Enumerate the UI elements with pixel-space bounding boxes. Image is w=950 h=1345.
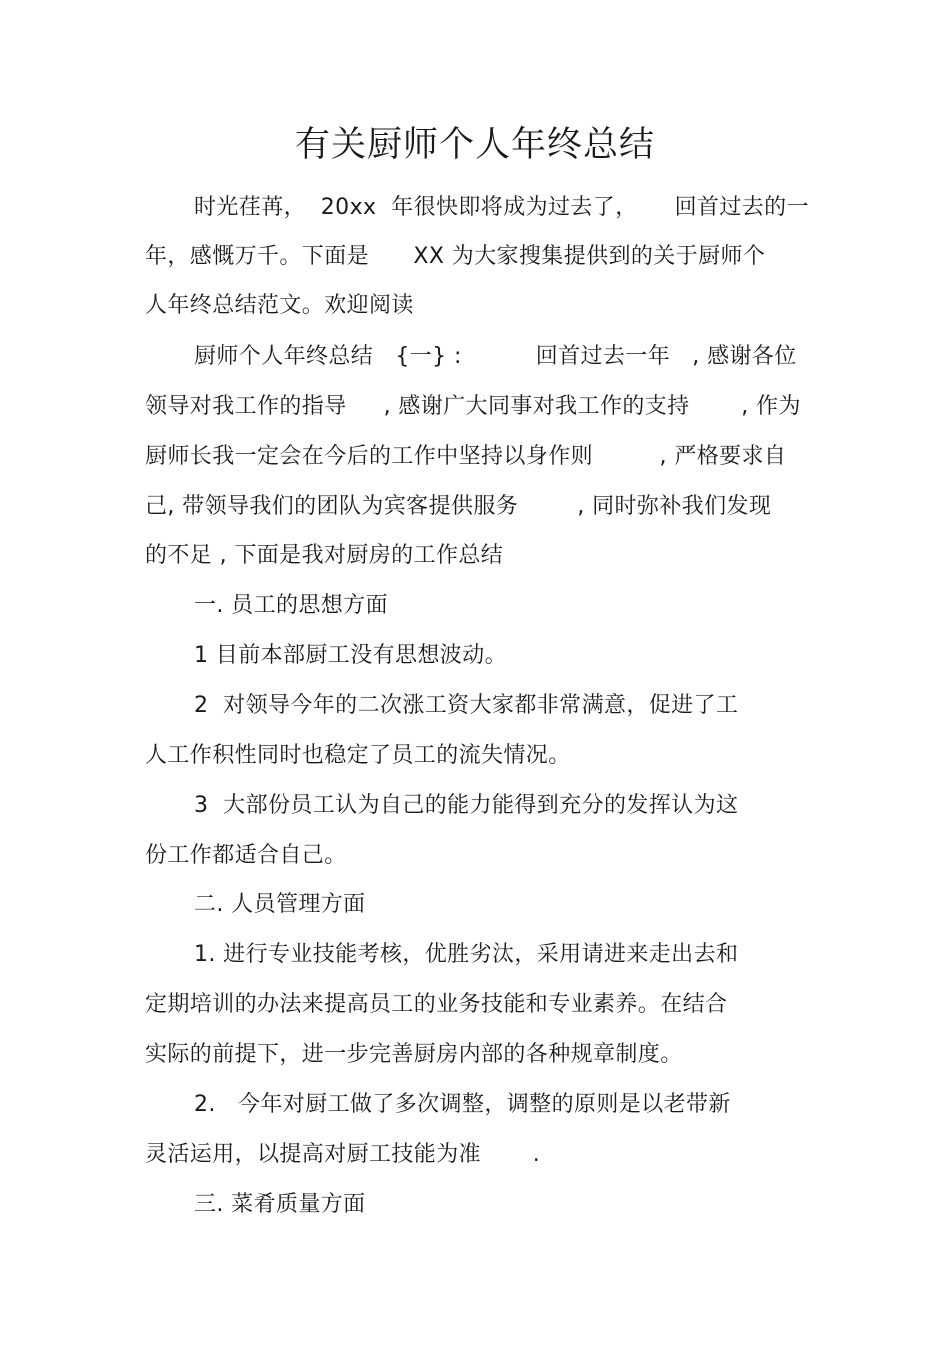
section-heading: 三. 菜肴质量方面 (194, 1192, 366, 1217)
paragraph-line: 己, 带领导我们的团队为宾客提供服务 , 同时弥补我们发现 (145, 494, 772, 519)
paragraph-line: 年，感慨万千。下面是 XX 为大家搜集提供到的关于厨师个 (145, 244, 766, 269)
paragraph-line: 实际的前提下，进一步完善厨房内部的各种规章制度。 (145, 1042, 683, 1067)
paragraph-line: 灵活运用，以提高对厨工技能为准 . (145, 1142, 541, 1167)
paragraph-line: 时光荏苒， 20xx 年很快即将成为过去了， 回首过去的一 (194, 195, 809, 220)
list-item: 3 大部份员工认为自己的能力能得到充分的发挥认为这 (194, 793, 739, 818)
paragraph-line: 人工作积性同时也稳定了员工的流失情况。 (145, 743, 571, 768)
section-heading: 一. 员工的思想方面 (194, 593, 388, 618)
paragraph-line: 定期培训的办法来提高员工的业务技能和专业素养。在结合 (145, 992, 728, 1017)
list-item: 2. 今年对厨工做了多次调整，调整的原则是以老带新 (194, 1092, 731, 1117)
section-heading: 二. 人员管理方面 (194, 892, 366, 917)
list-item: 1. 进行专业技能考核，优胜劣汰，采用请进来走出去和 (194, 942, 739, 967)
list-item: 1 目前本部厨工没有思想波动。 (194, 643, 507, 668)
paragraph-line: 厨师长我一定会在今后的工作中坚持以身作则 , 严格要求自 (145, 444, 787, 469)
paragraph-line: 人年终总结范文。欢迎阅读 (145, 293, 414, 318)
paragraph-line: 领导对我工作的指导 , 感谢广大同事对我工作的支持 , 作为 (145, 394, 801, 419)
paragraph-line: 份工作都适合自己。 (145, 843, 347, 868)
paragraph-line: 的不足 , 下面是我对厨房的工作总结 (145, 543, 504, 568)
paragraph-line: 厨师个人年终总结 {一} : 回首过去一年 , 感谢各位 (194, 344, 797, 369)
document-title: 有关厨师个人年终总结 (294, 125, 655, 165)
list-item: 2 对领导今年的二次涨工资大家都非常满意，促进了工 (194, 693, 739, 718)
